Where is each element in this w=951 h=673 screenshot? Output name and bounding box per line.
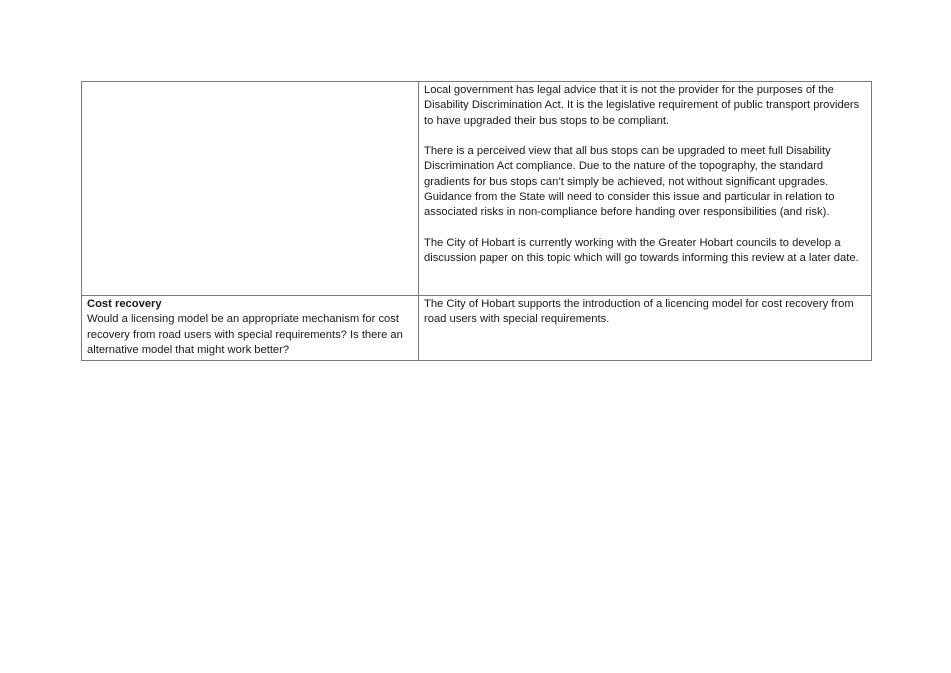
response-cell [419, 296, 872, 361]
response-cell [419, 82, 872, 296]
response-paragraph: The City of Hobart supports the introduction of a licencing model for cost recovery from road users with special requirements. [424, 298, 854, 326]
question-heading: Cost recovery [87, 298, 162, 310]
response-paragraph: The City of Hobart is currently working with the Greater Hobart councils to develop a discussion paper on this topic which will go towards informing this review at a later date. [424, 236, 859, 265]
table-row [82, 82, 872, 296]
response-paragraph: Local government has legal advice that it is not the provider for the purposes of the Disability Discrimination Act. It is the legislative requirement of public transport providers to have upgraded their bus stops to be compliant. [424, 84, 860, 127]
question-cell [82, 82, 419, 296]
table-row [82, 296, 872, 361]
response-paragraph: There is a perceived view that all bus stops can be upgraded to meet full Disability Discrimination Act compliance. Due to the nature of the topography, the standard gradients for bus stops can’t simply be achieved, not without significant upgrades. Guidance from the State will need to consider this issue and particular in relation to associated risks in non-compliance before handing over responsibilities (and risk). [424, 145, 835, 219]
question-text: Would a licensing model be an appropriate mechanism for cost recovery from road users with special requirements? Is there an alternative model that might work better? [87, 313, 403, 356]
question-cell [82, 296, 419, 361]
submission-table [81, 81, 872, 361]
